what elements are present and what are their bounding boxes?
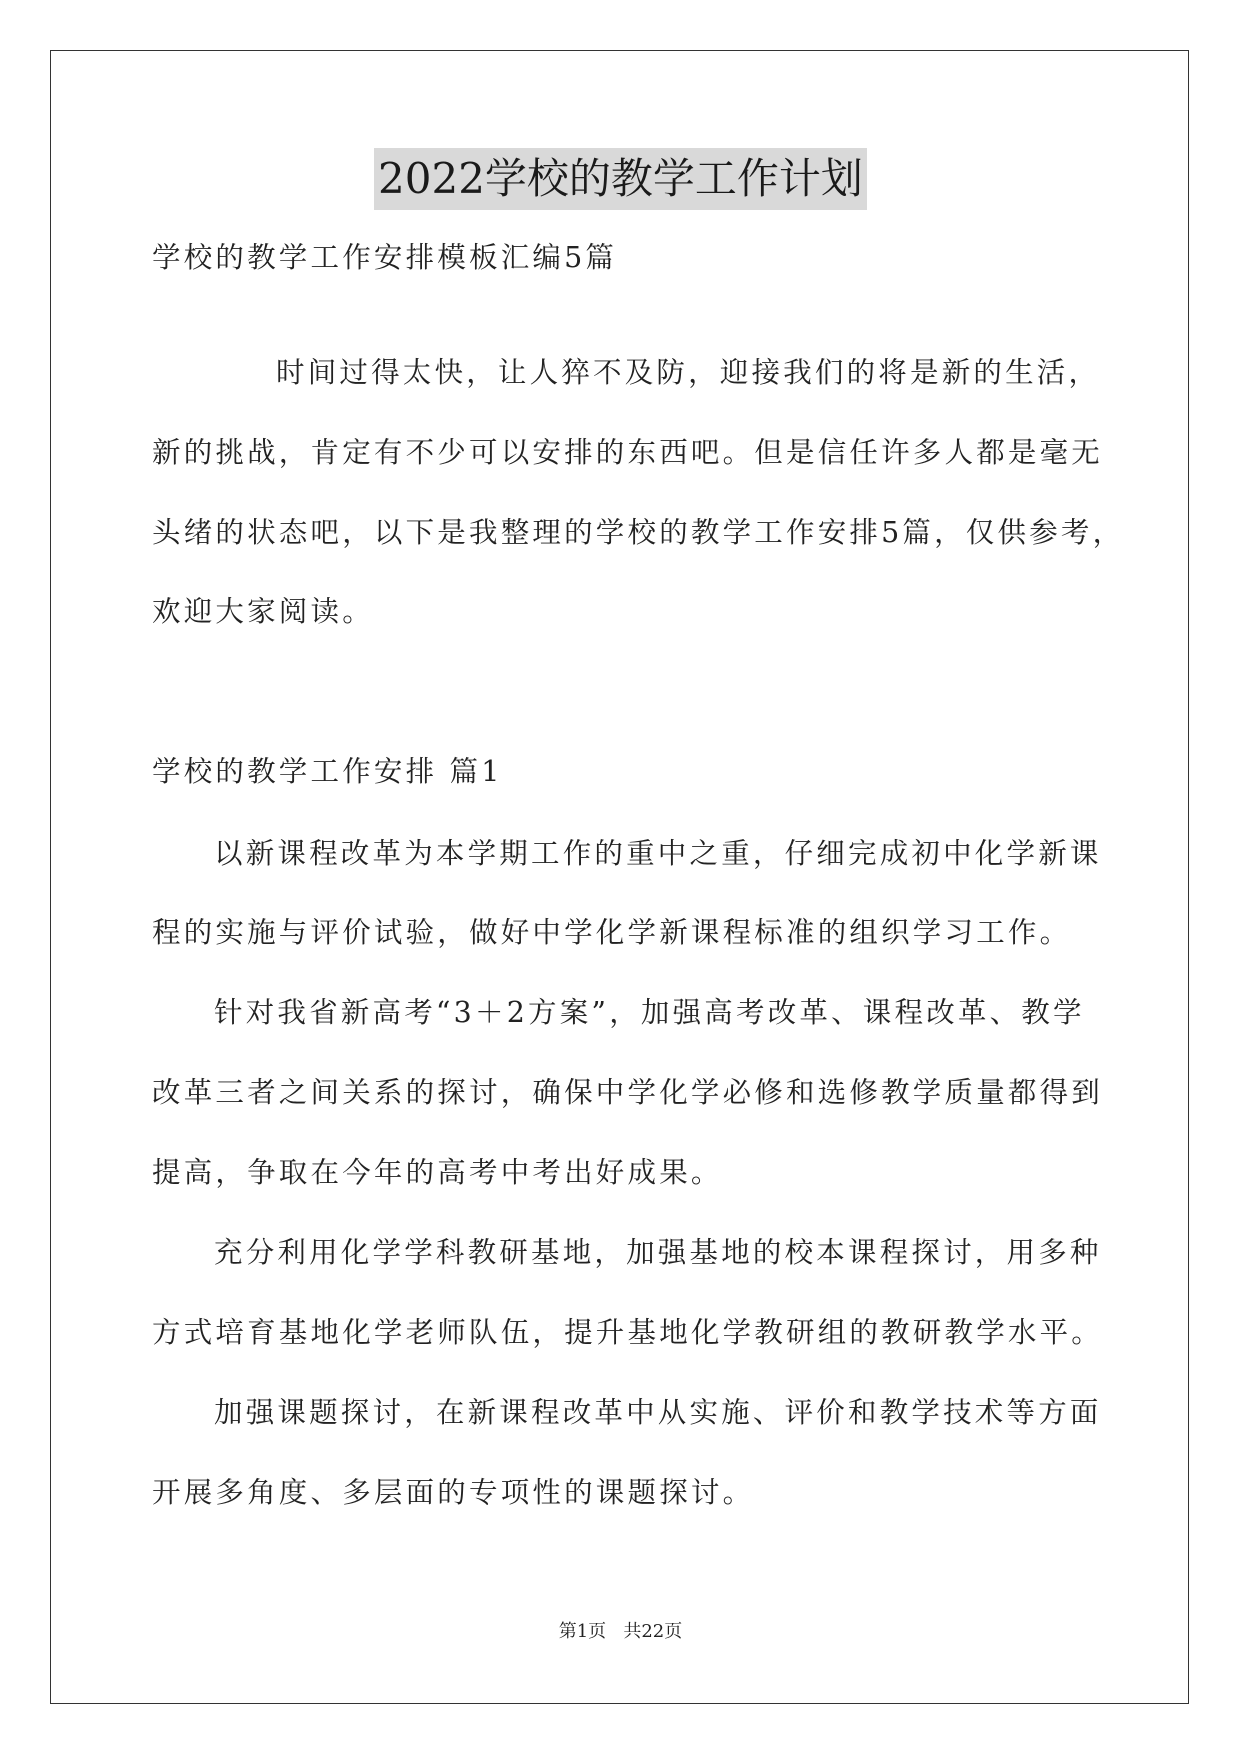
page-border — [50, 50, 1189, 1704]
paragraph-1-line-1: 以新课程改革为本学期工作的重中之重，仔细完成初中化学新课 — [214, 837, 1102, 870]
paragraph-1-line-2: 程的实施与评价试验，做好中学化学新课程标准的组织学习工作。 — [152, 916, 1072, 949]
paragraph-4-line-2: 开展多角度、多层面的专项性的课题探讨。 — [152, 1476, 755, 1509]
section-heading: 学校的教学工作安排 篇1 — [152, 755, 503, 788]
paragraph-3-line-1: 充分利用化学学科教研基地，加强基地的校本课程探讨，用多种 — [214, 1236, 1102, 1269]
title-container — [0, 148, 1241, 210]
paragraph-2-line-2: 改革三者之间关系的探讨，确保中学化学必修和选修教学质量都得到 — [152, 1076, 1104, 1109]
intro-line-2: 新的挑战，肯定有不少可以安排的东西吧。但是信任许多人都是毫无 — [152, 436, 1104, 469]
page-footer: 第1页 共22页 — [558, 1621, 683, 1642]
document-title: 2022学校的教学工作计划 — [374, 148, 867, 210]
intro-line-4: 欢迎大家阅读。 — [152, 595, 374, 628]
paragraph-2-line-3: 提高，争取在今年的高考中考出好成果。 — [152, 1156, 723, 1189]
subtitle-line: 学校的教学工作安排模板汇编5篇 — [152, 241, 618, 274]
paragraph-2-line-1: 针对我省新高考“3＋2方案”，加强高考改革、课程改革、教学 — [214, 996, 1085, 1029]
paragraph-3-line-2: 方式培育基地化学老师队伍，提升基地化学教研组的教研教学水平。 — [152, 1316, 1104, 1349]
paragraph-4-line-1: 加强课题探讨，在新课程改革中从实施、评价和教学技术等方面 — [214, 1396, 1102, 1429]
intro-line-3: 头绪的状态吧，以下是我整理的学校的教学工作安排5篇，仅供参考， — [152, 516, 1125, 549]
intro-line-1: 时间过得太快，让人猝不及防，迎接我们的将是新的生活， — [276, 356, 1101, 389]
